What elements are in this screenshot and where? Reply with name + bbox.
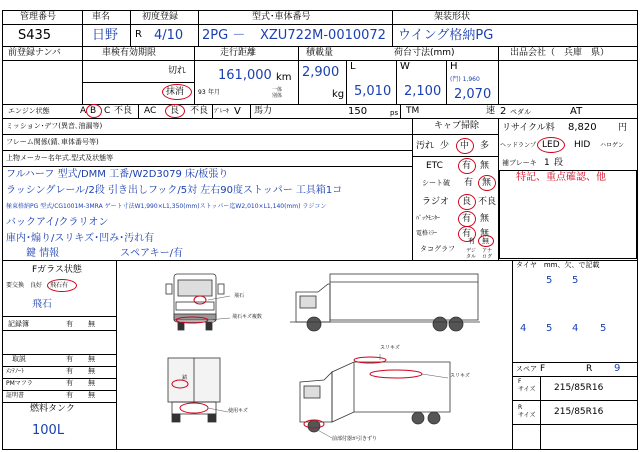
r-size-label: R サイズ [518,404,536,419]
load-value: 2,900 [302,65,340,80]
prev-plate-label: 前登録ナンバ [8,48,61,58]
load-unit: kg [332,89,345,100]
mission-label: ミッション･デフ(異音､油漏等) [6,122,103,130]
notice-box [499,170,637,259]
manual-none: 無 [88,355,95,363]
radio-label: ラジオ [422,197,450,207]
tacho-label: タコグラフ [420,245,455,253]
ac-bad: 不良 [190,106,209,116]
equip-line2: ラッシングレール/2段 引き出しフック/5対 左右90度ストッパー 工具箱1コ [6,185,343,196]
grade-C: C [104,106,111,116]
H-value: 2,070 [454,87,492,102]
tacho-none-circle [478,235,494,247]
month-label: 年月 [208,89,221,96]
aux-brake-dan: 段 [554,158,564,168]
tacho-analog: アナ ログ [482,248,493,260]
aux-brake-value: 1 [544,158,550,168]
speed-label: 速 [486,106,496,116]
etc-label: ETC [426,161,443,171]
note-bumper: 前部付器が引きずり [332,436,378,442]
hp-label: 馬力 [254,106,273,116]
pedal-label: ペダル [510,108,531,116]
engine-bad: 不良 [114,106,133,116]
fuel-label: 燃料タンク [30,404,75,414]
grade-A: A [80,106,87,116]
key-label: 鍵 情報 [26,248,60,259]
back-monitor-label: ﾊﾞｯｸﾓﾆﾀｰ [416,215,441,222]
electric-mirror-has: 有 [462,229,472,239]
W-value: 2,100 [404,84,442,99]
back-monitor-circle [458,211,476,227]
tm-label: TM [406,106,420,116]
maint-has: 有 [66,367,73,375]
tire-rear-3: 4 [572,323,579,334]
hp-unit: ps [390,109,399,117]
f-size-label: F サイズ [518,378,536,393]
headlamp-hid: HID [574,140,591,150]
L-value: 5,010 [354,84,392,99]
body-label: 架装形状 [434,12,471,22]
mgmt-no: S435 [18,28,52,43]
headlamp-led: LED [542,140,560,150]
model-label: 型式･車体番号 [252,12,311,22]
etc-has: 有 [462,161,472,171]
grade-B: B [90,106,97,116]
equip-line1: フルハーフ 型式/DMM 工番/W2D3079 床/板張り [6,169,229,180]
tire-front-r: 5 [572,275,579,286]
dirt-medium: 中 [460,141,470,151]
recycle-value: 8,820 [568,122,597,133]
brake-label: ﾌﾞﾚｰｷ [214,108,230,115]
glass-stone-value: 飛石 [32,299,52,310]
seat-none-circle [478,175,496,191]
deregistered-circle [162,84,192,100]
glass-stone-circle [47,279,77,292]
dirt-medium-circle [456,138,474,154]
seat-has: 有 [464,178,474,188]
era: R [135,29,142,40]
manual-label: 取説 [12,355,26,363]
location-label: 出品会社（ 兵庫 県） [510,48,610,58]
muffler-has: 有 [66,379,73,387]
H-label: H [450,61,458,72]
etc-none: 無 [480,161,490,171]
back-monitor-none: 無 [480,214,490,224]
seat-label: シート破 [422,179,450,187]
maker-label: 車名 [92,12,111,22]
H-note: (門) 1,960 [450,76,480,83]
hp-value: 150 [348,106,368,117]
note-stone: 飛石 [234,293,245,299]
note-scratch1: スリキズ [380,345,400,351]
vehicle-diagram [118,262,510,448]
headlamp-label: ヘッドランプ [500,142,537,149]
cert-none: 無 [88,391,95,399]
dirt-little: 少 [440,141,450,151]
spare-key: スペアキー/有 [120,248,183,259]
L-label: L [350,61,356,72]
muffler-none: 無 [88,379,95,387]
expired-label: 切れ [168,66,187,76]
radio-bad: 不良 [478,197,497,207]
headlamp-led-circle [537,137,565,153]
note-use-scratch: 使用キズ [228,408,248,414]
ac-label: AC [144,106,157,116]
tire-front-l: 5 [546,275,553,286]
tire-rear-4: 5 [600,323,607,334]
spare-R: R [586,364,593,374]
glass-stone: 飛石有 [50,282,69,289]
equip-line3: 極東格納PG 型式/CG1001M-3MRA ゲート寸法W1,990×L1,350(mm)ストッパー迄W2,010×L1,140(mm) ラジコン [6,203,327,210]
body-shape: ウイング格納PG [398,28,494,43]
headlamp-halogen: ハロゲン [600,142,624,149]
ac-good-circle [165,104,185,118]
mileage-value: 161,000 [218,68,272,83]
cab-label: キャブ掃除 [434,121,480,131]
inspection-label: 車検有効期限 [102,48,157,58]
spare-F: F [540,364,546,374]
fuel-value: 100L [32,423,65,438]
cert-label: 証明書 [6,392,25,399]
maker-name: 日野 [92,28,119,43]
tacho-digital: デジ タル [466,248,477,260]
grade-B-circle [86,104,102,118]
electric-mirror-none: 無 [480,229,490,239]
equip-line5: 庫内･煽り/スリキズ･凹み･汚れ有 [6,233,155,244]
equipment-label: 上物メーカー名年式.型式及状態等 [6,154,114,162]
tire-rear-2: 5 [546,323,553,334]
month-value: 93 [198,89,206,96]
trans-value: AT [570,106,583,117]
chassis-no: XZU722M-0010072 [260,28,386,43]
radio-good-circle [458,194,476,210]
back-monitor-has: 有 [462,214,472,224]
glass-good: 良好 [30,282,43,289]
mgmt-label: 管理番号 [20,12,57,22]
muffler-label: PMマフラ [6,380,33,387]
note-scratch2: スリキズ [450,373,470,379]
tire-header: タイヤ mm、欠、で記載 [516,261,600,269]
mileage-label: 走行距離 [220,48,257,58]
note-stone-scratch: 飛石キズ複数 [232,314,262,320]
recycle-label: リサイクル料 [502,123,555,133]
cargo-dim-label: 荷台寸法(mm) [394,48,455,58]
seat-none: 無 [482,178,492,188]
tacho-has: 有 [468,237,475,245]
reg-date: 4/10 [154,28,184,43]
model-code: 2PG － [202,28,246,43]
maint-none: 無 [88,367,95,375]
aux-brake-label: 補ブレーキ [502,159,537,167]
rear-view-truck [168,358,220,422]
brake-value: V [234,106,241,117]
frame-label: フレーム関係(錆､車体番号等) [6,138,99,146]
dirt-much: 多 [480,141,490,151]
spare-value: 9 [614,363,621,374]
ac-good: 良 [170,106,180,116]
r-size: 215/85R16 [554,407,604,417]
maint-label: ﾒﾝﾃﾉｰﾄ [6,368,25,375]
record-none: 無 [88,320,95,328]
recycle-yen: 円 [618,123,628,133]
record-has: 有 [66,320,73,328]
etc-has-circle [458,158,476,174]
manual-has: 有 [66,355,73,363]
equip-line4: バックアイ/クラリオン [6,217,109,228]
engine-label: エンジン状態 [8,107,50,115]
f-size: 215/85R16 [554,383,604,393]
inspection-sheet [2,10,638,450]
dirt-label: 汚れ [416,141,435,151]
tacho-none: 無 [482,237,489,245]
speed-value: 2 [500,106,507,117]
radio-good: 良 [462,197,472,207]
deregistered-label: 抹消 [166,87,185,97]
separate-label: 一体 別体 [272,87,283,99]
electric-mirror-label: 電格ﾐﾗｰ [416,230,438,237]
notice-text: 特記、重点確認、他 [516,172,606,183]
side-view-truck [290,274,480,331]
cert-has: 有 [66,391,73,399]
load-label: 積載量 [306,48,334,58]
note-rust: 錆 [182,375,188,381]
record-label: 記録簿 [8,320,29,328]
first-reg-label: 初度登録 [142,12,179,22]
glass-label: Fガラス状態 [32,265,82,275]
mileage-unit: km [276,72,292,83]
spare-label: スペア [516,365,537,373]
tire-rear-1: 4 [520,323,527,334]
glass-replace: 要交換 [6,282,25,289]
W-label: W [400,61,410,72]
